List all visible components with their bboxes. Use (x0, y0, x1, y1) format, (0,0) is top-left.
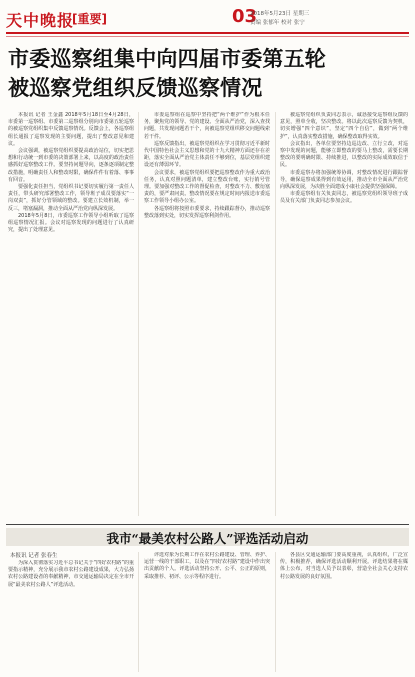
paragraph: 本报讯 记者 王金鑫 2018年5月18日至4月28日，市委第一巡察组、市委第二巡察组分别向市委第五轮巡察的被巡察党组织集中反馈巡察情况。反馈会上，各巡察组组长通报了巡察发现的主要问题，提出了整改意见和建议。 (8, 112, 134, 147)
paragraph: 为深入贯彻落实习近平总书记关于“四好农村路”的重要指示精神，充分展示我市农村公路建设成果，大力弘扬农村公路建设者的奉献精神，市交通运输局决定在全市开展“最美农村公路人”评选活动。 (8, 560, 134, 588)
column-divider (275, 552, 276, 672)
bottom-column-1 (8, 560, 134, 672)
bottom-article-title: 我市“最美农村公路人”评选活动启动 (106, 531, 309, 546)
article-column-1 (8, 112, 134, 516)
paragraph: 市委巡察组在巡察中坚持把“两个维护”作为根本任务，聚焦党的领导、党的建设、全面从严治党，深入查找问题，共发现问题若干个，向被巡察党组织移交问题线索若干件。 (144, 112, 270, 140)
column-divider (138, 112, 139, 516)
paragraph: 市委巡察办将加强统筹协调，对整改情况进行跟踪督导，确保巡察成果得到有效运用，推动全市全面从严治党向纵深发展，为决胜全面建成小康社会提供坚强保障。 (280, 169, 408, 191)
section-label: [重要] (72, 12, 107, 26)
masthead-rule-thin (6, 36, 409, 37)
paragraph: 被巡察党组织负责同志表示，诚恳接受巡察组反馈的意见，照单全收，坚决整改。将以此次巡察反馈为契机，切实增强“四个意识”，坚定“四个自信”，做到“两个维护”，认真落实整改措施，确保整改取得实效。 (280, 112, 408, 140)
article-column-3 (280, 112, 408, 516)
paragraph: 会议指出，各单位要坚持边巡边改、立行立改，对巡察中发现的问题，能够立即整改的要马上整改，需要长期整改的要明确时限、持续推进，以整改的实际成效取信于民。 (280, 140, 408, 169)
issue-date: 2018年5月23日 星期三 (250, 11, 310, 17)
paragraph: 市委巡察组有关负责同志，被巡察党组织领导班子成员及有关部门负责同志参加会议。 (280, 191, 408, 205)
main-headline (8, 44, 408, 102)
column-divider (275, 112, 276, 516)
bottom-column-3 (280, 552, 408, 672)
newspaper-logo: 天中晚报 (6, 11, 75, 30)
paragraph: 巡察反馈指出，被巡察党组织在学习贯彻习近平新时代中国特色社会主义思想和党的十九大精神方面还存在差距，落实全面从严治党主体责任不够到位，基层党组织建设还有薄弱环节。 (144, 140, 270, 169)
editor-credits: 责编 张郁年 校对 张宁 (250, 20, 305, 26)
paragraph: 会议强调，被巡察党组织要提高政治站位，切实把思想和行动统一到市委的决策部署上来，以高度的政治责任感抓好巡察整改工作。要坚持问题导向，逐条逐项制定整改措施，明确责任人和整改时限，确保件件有着落、事事有回音。 (8, 148, 134, 183)
section-divider (6, 524, 409, 525)
paragraph: 2018年5月8日，市委巡察工作领导小组听取了巡察组巡察情况汇报。会议对巡察发现的问题进行了认真研究，提出了处理意见。 (8, 212, 134, 234)
byline: 本报讯 记者 张春生 (10, 553, 58, 559)
article-column-2 (144, 112, 270, 516)
paragraph: 各县区交通运输部门要高度重视，认真组织，广泛宣传，积极推荐，确保评选活动顺利开展。评选结果将在媒体上公布，对当选人员予以表彰，营造全社会关心支持农村公路发展的良好氛围。 (280, 552, 408, 580)
paragraph: 要强化责任担当，党组织书记要切实履行第一责任人责任，带头研究部署整改工作，领导班子成员要落实“一岗双责”，抓好分管领域的整改。要建立长效机制，举一反三，堵塞漏洞，推动全面从严治党向纵深发展。 (8, 184, 134, 212)
paragraph: 各巡察组将按照市委要求，持续跟踪督办，推动巡察整改落到实处，切实发挥巡察利剑作用。 (144, 205, 270, 219)
bottom-article-header (6, 528, 409, 546)
headline-line-1: 市委巡察组集中向四届市委第五轮 (8, 46, 326, 71)
bottom-column-2 (144, 552, 270, 672)
headline-line-2: 被巡察党组织反馈巡察情况 (8, 75, 263, 100)
paragraph: 评选对象为长期工作在农村公路建设、管理、养护、运营一线的干部职工，以及在“四好农村路”建设中作出突出贡献的个人。评选活动坚持公开、公平、公正的原则，采取推荐、初评、公示等程序进行。 (144, 552, 270, 580)
paragraph: 会议要求，被巡察党组织要把巡察整改作为重大政治任务，认真对照问题清单，建立整改台账，实行销号管理。要加强对整改工作的督促检查，对整改不力、敷衍塞责的，要严肃问责。整改情况要在规定时间内报送市委巡察工作领导小组办公室。 (144, 169, 270, 205)
page-number: 03 (232, 6, 258, 27)
masthead-rule (6, 32, 409, 34)
column-divider (138, 552, 139, 672)
